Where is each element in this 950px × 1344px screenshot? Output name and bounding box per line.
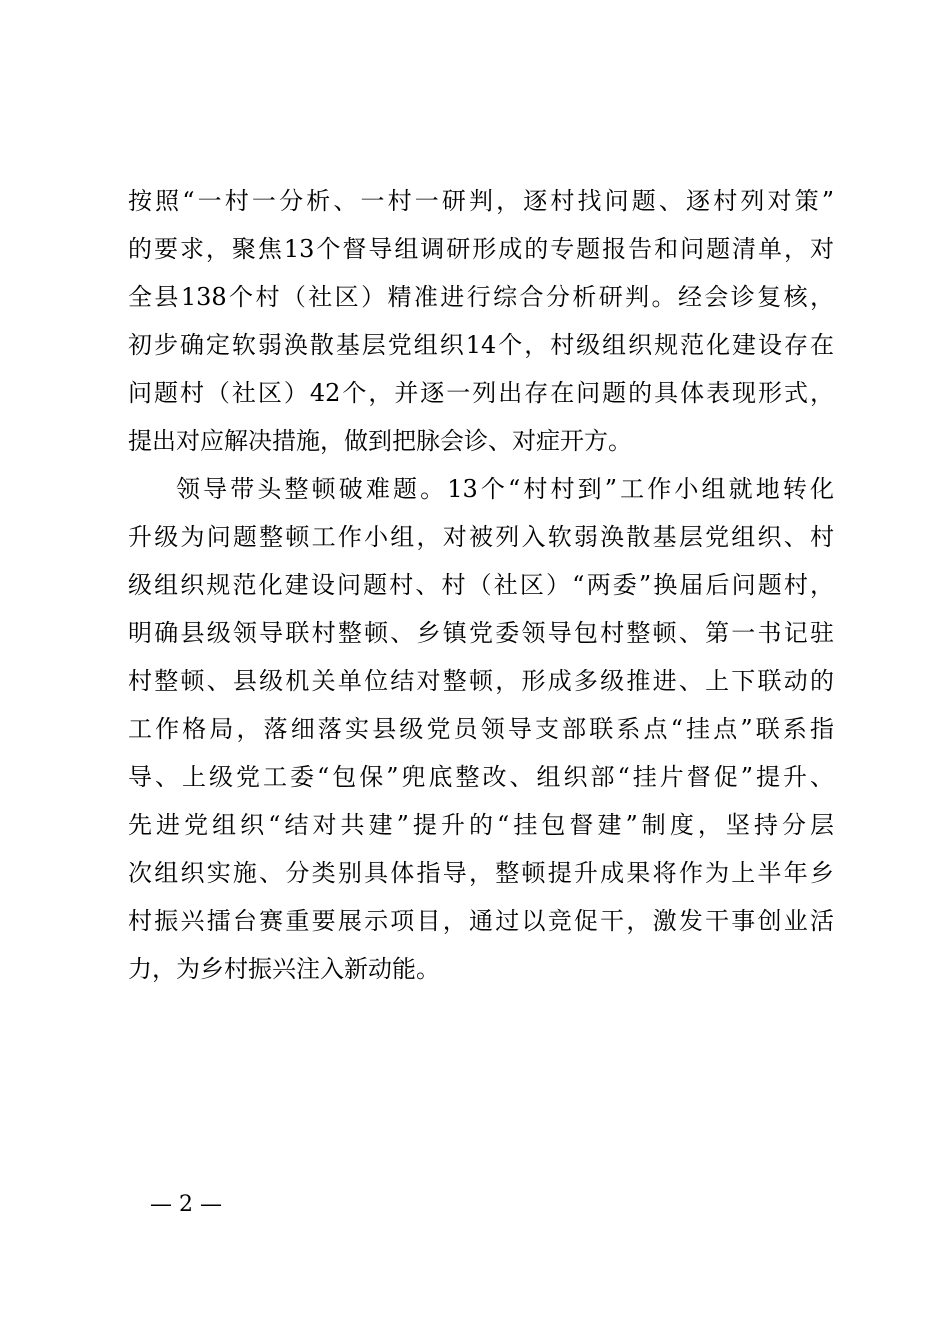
- paragraph-2-line-9: 次组织实施、分类别具体指导，整顿提升成果将作为上半年乡: [128, 859, 834, 887]
- paragraph-2-line-2: 升级为问题整顿工作小组，对被列入软弱涣散基层党组织、村: [128, 523, 834, 551]
- paragraph-1-line-2: 的要求，聚焦13个督导组调研形成的专题报告和问题清单，对: [128, 235, 834, 263]
- paragraph-1-line-6: 提出对应解决措施，做到把脉会诊、对症开方。: [128, 427, 632, 455]
- paragraph-2-line-8: 先进党组织“结对共建”提升的“挂包督建”制度，坚持分层: [128, 811, 834, 839]
- paragraph-1-line-4: 初步确定软弱涣散基层党组织14个，村级组织规范化建设存在: [128, 331, 834, 359]
- paragraph-1-line-3: 全县138个村（社区）精准进行综合分析研判。经会诊复核，: [128, 283, 834, 311]
- paragraph-2-line-11: 力，为乡村振兴注入新动能。: [128, 955, 440, 983]
- paragraph-2-line-10: 村振兴擂台赛重要展示项目，通过以竞促干，激发干事创业活: [128, 907, 834, 935]
- paragraph-2-line-3: 级组织规范化建设问题村、村（社区）“两委”换届后问题村，: [128, 571, 834, 599]
- paragraph-1-line-5: 问题村（社区）42个，并逐一列出存在问题的具体表现形式，: [128, 379, 834, 407]
- paragraph-2-line-7: 导、上级党工委“包保”兜底整改、组织部“挂片督促”提升、: [128, 763, 834, 791]
- paragraph-2-line-6: 工作格局，落细落实县级党员领导支部联系点“挂点”联系指: [128, 715, 834, 743]
- paragraph-1-line-1: 按照“一村一分析、一村一研判，逐村找问题、逐村列对策”: [128, 187, 834, 215]
- paragraph-2-line-4: 明确县级领导联村整顿、乡镇党委领导包村整顿、第一书记驻: [128, 619, 834, 647]
- page-number: — 2 —: [150, 1192, 222, 1217]
- paragraph-2-line-1: 领导带头整顿破难题。13个“村村到”工作小组就地转化: [176, 475, 834, 503]
- paragraph-2-line-5: 村整顿、县级机关单位结对整顿，形成多级推进、上下联动的: [128, 667, 834, 695]
